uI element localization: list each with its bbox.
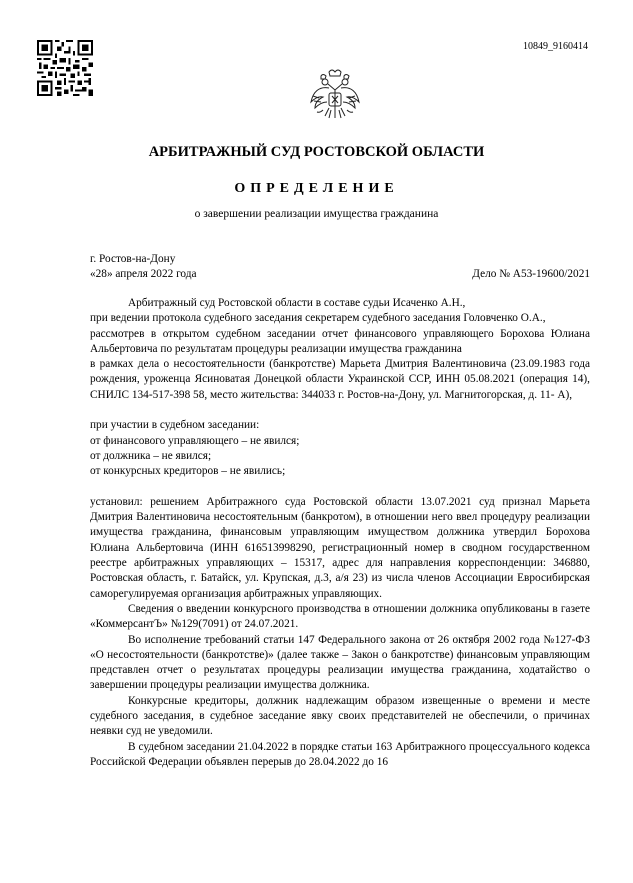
- qr-code-icon: [37, 40, 93, 96]
- paragraph-court-composition: Арбитражный суд Ростовской области в составе судьи Исаченко А.Н.,: [128, 297, 466, 309]
- city: г. Ростов-на-Дону: [90, 253, 176, 265]
- document-number: 10849_9160414: [523, 41, 588, 52]
- paragraph-recess: В судебном заседании 21.04.2022 в порядке статьи 163 Арбитражного процессуального кодекса Российской Федерации объявлен перерыв до 28.04.2022 до 16: [90, 740, 590, 768]
- date-case-row: [90, 267, 590, 282]
- paragraph-creditors-absent: от конкурсных кредиторов – не явились;: [90, 465, 286, 478]
- paragraph-considering: рассмотрев в открытом судебном заседании отчет финансового управляющего Борохова Юлиана Альбертовича по результатам процедуры реализации имущества гражданина: [90, 327, 590, 355]
- document-meta: [90, 252, 590, 283]
- paragraph-publication: Сведения о введении конкурсного производства в отношении должника опубликованы в газете «КоммерсантЪ» №129(7091) от 24.07.2021.: [90, 602, 590, 631]
- decision-date: «28» апреля 2022 года: [90, 268, 197, 281]
- paragraph-creditors-notified: Конкурсные кредиторы, должник надлежащим образом извещенные о времени и месте судебного заседания, в судебное заседание явку своих представителей не обеспечили, о причинах неявки суд не уведомили.: [90, 694, 590, 738]
- paragraph-participants: при участии в судебном заседании:: [90, 419, 260, 432]
- paragraph-established: установил: решением Арбитражного суда Ростовской области 13.07.2021 суд признал Марьета Дмитрия Валентиновича несостоятельным (банкротом), в отношении него ввел процедуру реализации имущества гражданина, финансовым управляющим имуществом должника утвердил Борохова Юлиана Альбертовича (ИНН 616513998290, регистрационный номер в сводном государственном реестре арбитражных управляющих – 15317, адрес для направления корреспонденции: 346880, Ростовская область, г. Батайск, ул. Крупская, д.3, а/я 23) из числа членов Ассоциации Евросибирская саморегулируемая организация арбитражных управляющих.: [90, 495, 590, 600]
- case-number: Дело № А53-19600/2021: [472, 268, 590, 281]
- document-subject: о завершении реализации имущества гражданина: [194, 208, 439, 220]
- russian-coat-of-arms-icon: [309, 66, 361, 122]
- paragraph-protocol: при ведении протокола судебного заседания секретарем судебного заседания Головченко О.А.,: [90, 312, 546, 325]
- document-type: ОПРЕДЕЛЕНИЕ: [234, 181, 399, 196]
- paragraph-debtor-absent: от должника – не явился;: [90, 449, 212, 462]
- paragraph-case-details: в рамках дела о несостоятельности (банкротстве) Марьета Дмитрия Валентиновича (23.09.1983 года рождения, уроженца Ясиноватая Донецкой области Украинской ССР, ИНН 05.08.2021 (операция 14), СНИЛС 134-517-398 58, место жительства: 344033 г. Ростов-на-Дону, ул. Магнитогорская, д. 11- А),: [90, 358, 590, 401]
- paragraph-manager-absent: от финансового управляющего – не явился;: [90, 434, 300, 447]
- document-body: [90, 296, 590, 770]
- paragraph-report: Во исполнение требований статьи 147 Федерального закона от 26 октября 2002 года №127-ФЗ «О несостоятельности (банкротстве)» (далее также – Закон о банкротстве) финансовым управляющим представлен отчет о результатах процедуры реализации имущества гражданина, ходатайство о завершении процедуры реализации имущества должника.: [90, 633, 590, 692]
- court-name: АРБИТРАЖНЫЙ СУД РОСТОВСКОЙ ОБЛАСТИ: [148, 144, 485, 160]
